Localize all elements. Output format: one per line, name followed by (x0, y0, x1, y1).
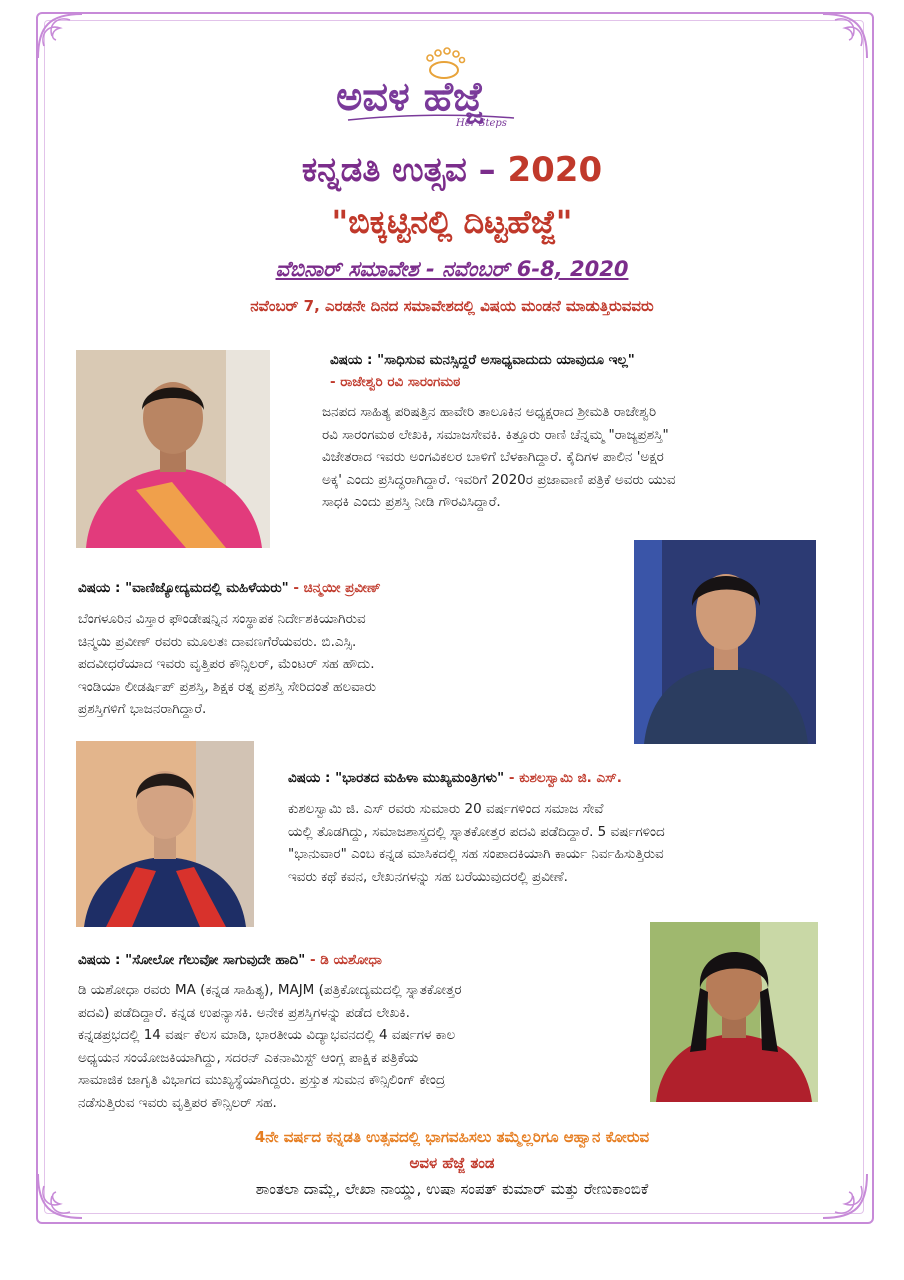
speaker-bio: ಡಿ ಯಶೋಧಾ ರವರು MA (ಕನ್ನಡ ಸಾಹಿತ್ಯ), MAJM (ಪತ್ರಿಕೋದ್ಯಮದಲ್ಲಿ ಸ್ನಾತಕೋತ್ತರ ಪದವಿ) ಪಡೆದಿದ್ದಾರೆ. ಕನ್ನಡ ಉಪನ್ಯಾಸಕಿ. ಅನೇಕ ಪ್ರಶಸ್ತಿಗಳನ್ನು ಪಡೆದ ಲೇಖಕಿ. ಕನ್ನಡಪ್ರಭದಲ್ಲಿ 14 ವರ್ಷ ಕೆಲಸ ಮಾಡಿ, ಭಾರತೀಯ ವಿದ್ಯಾಭವನದಲ್ಲಿ 4 ವರ್ಷಗಳ ಕಾಲ ಅಧ್ಯಯನ ಸಂಯೋಜಕಿಯಾಗಿದ್ದು, ಸದರನ್ ಎಕನಾಮಿಸ್ಟ್ ಆಂಗ್ಲ ಪಾಕ್ಷಿಕ ಪತ್ರಿಕೆಯ ಸಾಮಾಜಿಕ ಜಾಗೃತಿ ವಿಭಾಗದ ಮುಖ್ಯಸ್ಥೆಯಾಗಿದ್ದರು. ಪ್ರಸ್ತುತ ಸುಮನ ಕೌನ್ಸಿಲಿಂಗ್ ಕೇಂದ್ರ ನಡೆಸುತ್ತಿರುವ ಇವರು ವೃತ್ತಿಪರ ಕೌನ್ಸಿಲರ್ ಸಹ. (78, 982, 462, 1111)
speaker-bio: ಜನಪದ ಸಾಹಿತ್ಯ ಪರಿಷತ್ತಿನ ಹಾವೇರಿ ತಾಲೂಕಿನ ಅಧ್ಯಕ್ಷರಾದ ಶ್ರೀಮತಿ ರಾಜೇಶ್ವರಿ ರವಿ ಸಾರಂಗಮಠ ಲೇಖಕಿ, ಸಮಾಜಸೇವಕಿ. ಕಿತ್ತೂರು ರಾಣಿ ಚೆನ್ನಮ್ಮ "ರಾಜ್ಯಪ್ರಶಸ್ತಿ" ವಿಜೇತರಾದ ಇವರು ಅಂಗವಿಕಲರ ಬಾಳಿಗೆ ಬೆಳಕಾಗಿದ್ದಾರೆ. ಕೈದಿಗಳ ಪಾಲಿನ 'ಅಕ್ಷರ ಅಕ್ಕ' ಎಂದು ಪ್ರಸಿದ್ಧರಾಗಿದ್ದಾರೆ. ಇವರಿಗೆ 2020ರ ಪ್ರಜಾವಾಣಿ ಪತ್ರಿಕೆ ಅವರು ಯುವ ಸಾಧಕಿ ಎಂದು ಪ್ರಶಸ್ತಿ ನೀಡಿ ಗೌರವಿಸಿದ್ದಾರೆ. (322, 404, 676, 510)
topic-line: ವಿಷಯ : "ವಾಣಿಜ್ಯೋದ್ಯಮದಲ್ಲಿ ಮಹಿಳೆಯರು" - ಚಿನ್ಮಯೀ ಪ್ರವೀಣ್ (78, 580, 381, 596)
topic-line: ವಿಷಯ : "ಸಾಧಿಸುವ ಮನಸ್ಸಿದ್ದರೆ ಅಸಾಧ್ಯವಾದುದು ಯಾವುದೂ ಇಲ್ಲ" (330, 352, 635, 368)
speaker-bio: ಕುಶಲಸ್ವಾಮಿ ಜಿ. ಎಸ್ ರವರು ಸುಮಾರು 20 ವರ್ಷಗಳಿಂದ ಸಮಾಜ ಸೇವೆ ಯಲ್ಲಿ ತೊಡಗಿದ್ದು, ಸಮಾಜಶಾಸ್ತ್ರದಲ್ಲಿ ಸ್ನಾತಕೋತ್ತರ ಪದವಿ ಪಡೆದಿದ್ದಾರೆ. 5 ವರ್ಷಗಳಿಂದ "ಭಾನುವಾರ" ಎಂಬ ಕನ್ನಡ ಮಾಸಿಕದಲ್ಲಿ ಸಹ ಸಂಪಾದಕಿಯಾಗಿ ಕಾರ್ಯ ನಿರ್ವಹಿಸುತ್ತಿರುವ ಇವರು ಕಥೆ ಕವನ, ಲೇಖನಗಳನ್ನು ಸಹ ಬರೆಯುವುದರಲ್ಲಿ ಪ್ರವೀಣೆ. (288, 801, 665, 885)
logo-text: ಅವಳ ಹೆಜ್ಜೆ (336, 74, 485, 120)
event-line: ವೆಬಿನಾರ್ ಸಮಾವೇಶ - ನವೆಂಬರ್ 6-8, 2020 (275, 257, 629, 281)
logo-subtitle: Her Steps (456, 118, 507, 129)
speaker-photo (76, 741, 254, 927)
footer-team: ಅವಳ ಹೆಜ್ಜೆ ತಂಡ (409, 1154, 495, 1172)
corner-flourish-icon (815, 6, 875, 66)
festival-subtitle: "ಬಿಕ್ಕಟ್ಟಿನಲ್ಲಿ ದಿಟ್ಟಹೆಜ್ಜೆ" (331, 203, 573, 241)
footer-names: ಶಾಂತಲಾ ದಾಮ್ಲೆ, ಲೇಖಾ ನಾಯ್ಡು, ಉಷಾ ಸಂಪತ್ ಕುಮಾರ್ ಮತ್ತು ರೇಣುಕಾಂಬಿಕೆ (255, 1180, 649, 1198)
speaker-name: - ಚಿನ್ಮಯೀ ಪ್ರವೀಣ್ (288, 580, 381, 596)
speaker-bio: ಬೆಂಗಳೂರಿನ ವಿಸ್ತಾರ ಫೌಂಡೇಷನ್ನಿನ ಸಂಸ್ಥಾಪಕ ನಿರ್ದೇಶಕಿಯಾಗಿರುವ ಚಿನ್ಮಯಿ ಪ್ರವೀಣ್ ರವರು ಮೂಲತಃ ದಾವಣಗೆರೆಯವರು. ಬಿ.ಎಸ್ಸಿ. ಪದವೀಧರೆಯಾದ ಇವರು ವೃತ್ತಿಪರ ಕೌನ್ಸಿಲರ್, ಮೆಂಟರ್ ಸಹ ಹೌದು. ಇಂಡಿಯಾ ಲೀಡರ್ಷಿಪ್ ಪ್ರಶಸ್ತಿ, ಶಿಕ್ಷಕ ರತ್ನ ಪ್ರಶಸ್ತಿ ಸೇರಿದಂತೆ ಹಲವಾರು ಪ್ರಶಸ್ತಿಗಳಿಗೆ ಭಾಜನರಾಗಿದ್ದಾರೆ. (78, 611, 377, 717)
festival-title: ಕನ್ನಡತಿ ಉತ್ಸವ – 2020 (301, 150, 603, 190)
footer-invite: 4ನೇ ವರ್ಷದ ಕನ್ನಡತಿ ಉತ್ಸವದಲ್ಲಿ ಭಾಗವಹಿಸಲು ತಮ್ಮೆಲ್ಲರಿಗೂ ಆಹ್ವಾನ ಕೋರುವ (254, 1128, 650, 1146)
topic-line: ವಿಷಯ : "ಸೋಲೋ ಗೆಲುವೋ ಸಾಗುವುದೇ ಹಾದಿ" - ಡಿ ಯಶೋಧಾ (78, 952, 382, 968)
speaker-name: - ರಾಜೇಶ್ವರಿ ರವಿ ಸಾರಂಗಮಠ (330, 374, 461, 390)
speaker-name: - ಕುಶಲಸ್ವಾಮಿ ಜಿ. ಎಸ್. (504, 770, 622, 786)
speaker-name: - ಡಿ ಯಶೋಧಾ (305, 952, 382, 968)
topic-line: ವಿಷಯ : "ಭಾರತದ ಮಹಿಳಾ ಮುಖ್ಯಮಂತ್ರಿಗಳು" - ಕುಶಲಸ್ವಾಮಿ ಜಿ. ಎಸ್. (288, 770, 622, 786)
speaker-photo (76, 350, 270, 548)
brand-logo (336, 44, 536, 136)
speaker-photo (650, 922, 818, 1102)
day-line: ನವೆಂಬರ್ 7, ಎರಡನೇ ದಿನದ ಸಮಾವೇಶದಲ್ಲಿ ವಿಷಯ ಮಂಡನೆ ಮಾಡುತ್ತಿರುವವರು (250, 297, 654, 315)
corner-flourish-icon (30, 6, 90, 66)
speaker-photo (634, 540, 816, 744)
